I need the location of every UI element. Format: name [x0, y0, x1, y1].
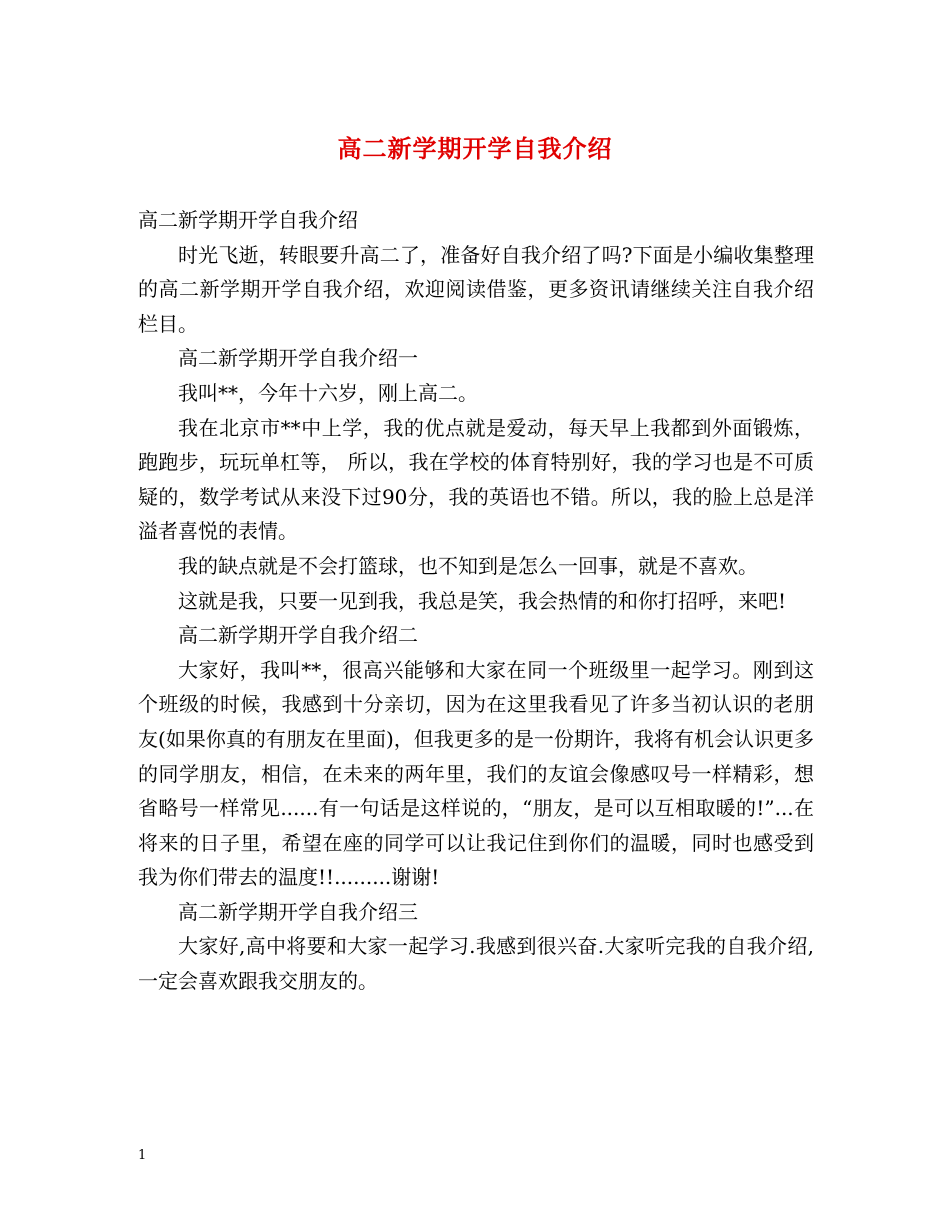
subsection-heading: 高二新学期开学自我介绍二 [178, 623, 418, 648]
section-heading: 高二新学期开学自我介绍 [138, 208, 358, 232]
document-body [138, 203, 814, 999]
paragraph: 大家好,高中将要和大家一起学习.我感到很兴奋.大家听完我的自我介绍,一定会喜欢跟我交朋友的。 [138, 934, 814, 994]
paragraph: 这就是我，只要一见到我，我总是笑，我会热情的和你打招呼，来吧! [178, 588, 787, 613]
paragraph: 时光飞逝，转眼要升高二了，准备好自我介绍了吗?下面是小编收集整理的高二新学期开学自我介绍，欢迎阅读借鉴，更多资讯请继续关注自我介绍栏目。 [138, 242, 814, 336]
page-number: 1 [138, 1148, 147, 1163]
paragraph: 我在北京市**中上学，我的优点就是爱动，每天早上我都到外面锻炼，跑跑步，玩玩单杠等， 所以，我在学校的体育特别好，我的学习也是不可质疑的，数学考试从来没下过90分，我的英语也不错。所以，我的脸上总是洋溢者喜悦的表情。 [138, 415, 814, 544]
paragraph: 我的缺点就是不会打篮球，也不知到是怎么一回事，就是不喜欢。 [178, 553, 758, 578]
subsection-heading: 高二新学期开学自我介绍三 [178, 899, 418, 924]
paragraph: 我叫**，今年十六岁，刚上高二。 [178, 380, 478, 405]
paragraph: 大家好，我叫**，很高兴能够和大家在同一个班级里一起学习。刚到这个班级的时候，我感到十分亲切，因为在这里我看见了许多当初认识的老朋友(如果你真的有朋友在里面)，但我更多的是一份期许，我将有机会认识更多的同学朋友，相信，在未来的两年里，我们的友谊会像感叹号一样精彩，想省略号一样常见......有一句话是这样说的，“朋友，是可以互相取暖的!”...在将来的日子里，希望在座的同学可以让我记住到你们的温暖，同时也感受到我为你们带去的温度!!.........谢谢! [138, 657, 814, 890]
document-title: 高二新学期开学自我介绍 [337, 134, 613, 163]
subsection-heading: 高二新学期开学自我介绍一 [178, 346, 418, 371]
